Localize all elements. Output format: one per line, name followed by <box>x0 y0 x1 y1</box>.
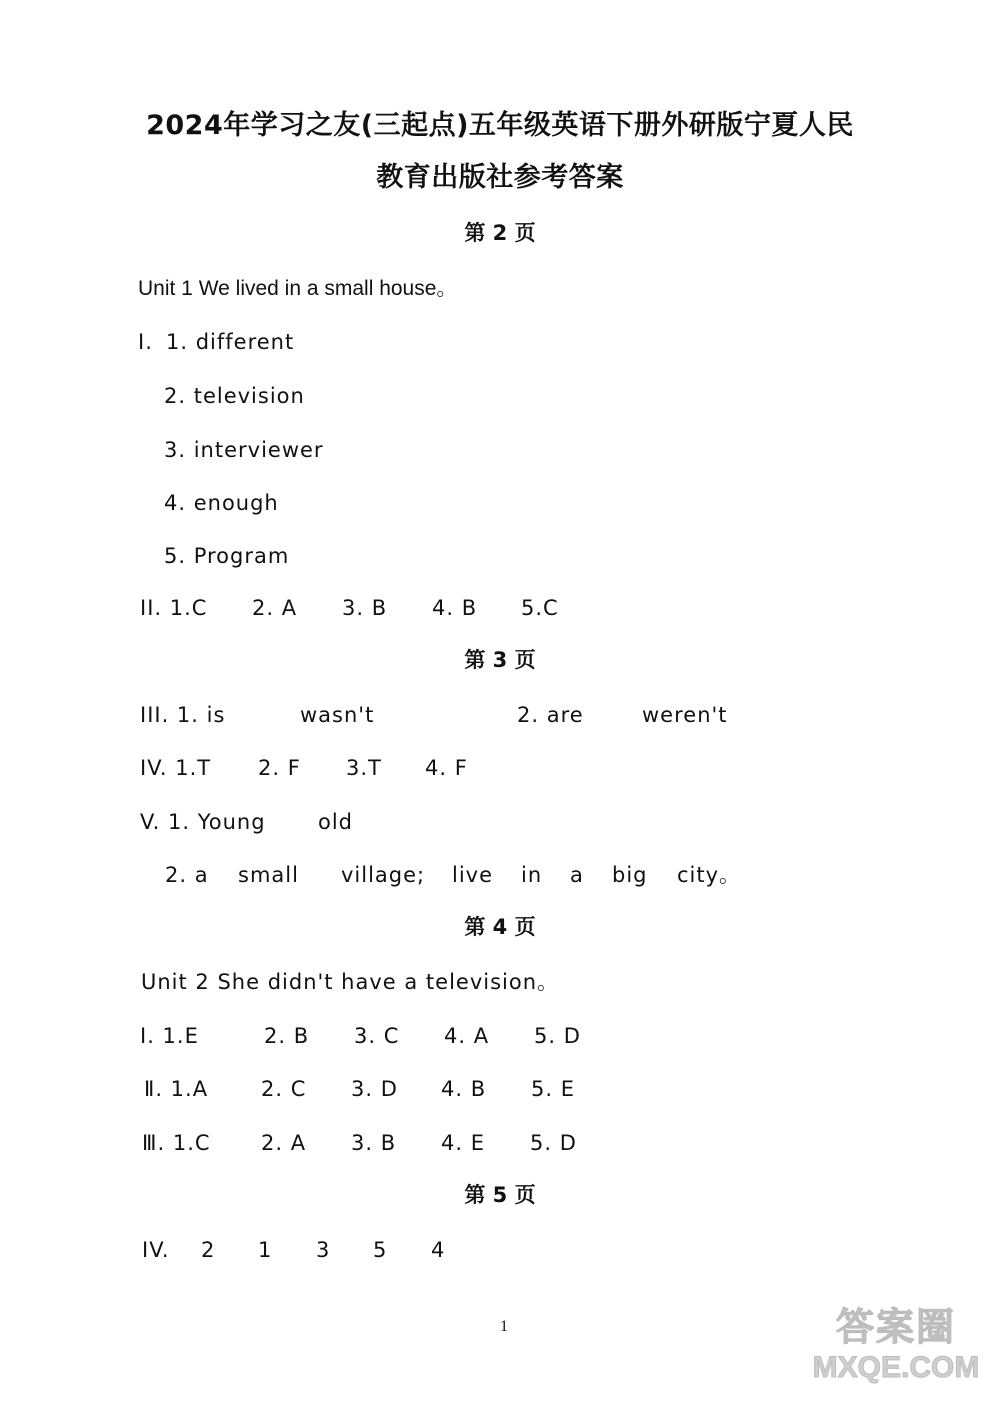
unit1-i-answer-2: 2. television <box>164 384 305 408</box>
unit1-iv-answer-4: 4. F <box>425 756 468 780</box>
unit2-ii-answer-4: 4. B <box>441 1077 487 1101</box>
unit1-part-i-label: I. <box>138 330 153 354</box>
unit1-i-answer-5: 5. Program <box>164 544 290 568</box>
unit1-iv-answer-2: 2. F <box>258 756 301 780</box>
unit2-iv-order-5: 4 <box>431 1238 446 1262</box>
unit-2-heading: Unit 2 She didn't have a television。 <box>141 970 560 994</box>
unit1-v2-word-1: 2. a <box>165 863 209 887</box>
unit2-iv-order-3: 3 <box>316 1238 331 1262</box>
unit2-iv-order-1: 2 <box>201 1238 216 1262</box>
unit1-v2-word-5: in <box>521 863 543 887</box>
unit1-iii-answer-2b: weren't <box>642 703 728 727</box>
unit2-part-iii-label: Ⅲ. 1.C <box>142 1131 211 1155</box>
unit2-iii-answer-5: 5. D <box>530 1131 577 1155</box>
unit1-part-ii-label: II. 1.C <box>140 596 208 620</box>
unit1-v2-word-4: live <box>452 863 494 887</box>
section-page-4: 第 4 页 <box>464 915 536 939</box>
unit2-i-answer-5: 5. D <box>534 1024 581 1048</box>
unit1-v2-word-8: city。 <box>677 863 742 887</box>
unit2-ii-answer-2: 2. C <box>261 1077 307 1101</box>
unit1-ii-answer-4: 4. B <box>432 596 478 620</box>
section-page-3: 第 3 页 <box>464 648 536 672</box>
watermark-en-text: MXQE.COM <box>812 1351 980 1384</box>
document-title-line-2: 教育出版社参考答案 <box>376 162 624 193</box>
unit2-iii-answer-3: 3. B <box>351 1131 397 1155</box>
unit1-i-answer-1: 1. different <box>166 330 295 354</box>
watermark-cn-text: 答案圈 <box>835 1305 956 1349</box>
unit2-iii-answer-2: 2. A <box>261 1131 307 1155</box>
unit2-iv-order-4: 5 <box>373 1238 388 1262</box>
unit1-iii-answer-2a: 2. are <box>517 703 584 727</box>
unit1-v-answer-1b: old <box>318 810 354 834</box>
unit1-iii-answer-1b: wasn't <box>300 703 375 727</box>
unit2-iii-answer-4: 4. E <box>441 1131 485 1155</box>
unit1-part-iii-label: III. 1. is <box>140 703 226 727</box>
unit1-v2-word-6: a <box>570 863 584 887</box>
unit2-i-answer-3: 3. C <box>354 1024 400 1048</box>
section-page-5: 第 5 页 <box>464 1183 536 1207</box>
unit2-i-answer-4: 4. A <box>444 1024 490 1048</box>
unit2-ii-answer-3: 3. D <box>351 1077 398 1101</box>
unit2-i-answer-2: 2. B <box>264 1024 310 1048</box>
page-number: 1 <box>500 1318 508 1335</box>
unit1-v2-word-2: small <box>238 863 299 887</box>
unit1-i-answer-4: 4. enough <box>164 491 279 515</box>
unit2-part-i-label: I. 1.E <box>140 1024 199 1048</box>
unit1-ii-answer-5: 5.C <box>521 596 559 620</box>
unit1-i-answer-3: 3. interviewer <box>164 438 324 462</box>
unit2-iv-order-2: 1 <box>258 1238 273 1262</box>
unit1-iv-answer-3: 3.T <box>346 756 382 780</box>
watermark-logo <box>806 1304 986 1396</box>
unit1-part-v-label: V. 1. Young <box>140 810 266 834</box>
unit2-ii-answer-5: 5. E <box>531 1077 575 1101</box>
unit2-part-ii-label: Ⅱ. 1.A <box>144 1077 209 1101</box>
unit2-part-iv-label: IV. <box>142 1238 170 1262</box>
unit1-ii-answer-2: 2. A <box>252 596 298 620</box>
unit1-v2-word-7: big <box>612 863 648 887</box>
unit-1-heading: Unit 1 We lived in a small house。 <box>138 277 458 300</box>
document-title-line-1: 2024年学习之友(三起点)五年级英语下册外研版宁夏人民 <box>146 110 854 141</box>
section-page-2: 第 2 页 <box>464 221 536 245</box>
unit1-ii-answer-3: 3. B <box>342 596 388 620</box>
unit1-v2-word-3: village; <box>341 863 426 887</box>
unit1-part-iv-label: IV. 1.T <box>140 756 212 780</box>
